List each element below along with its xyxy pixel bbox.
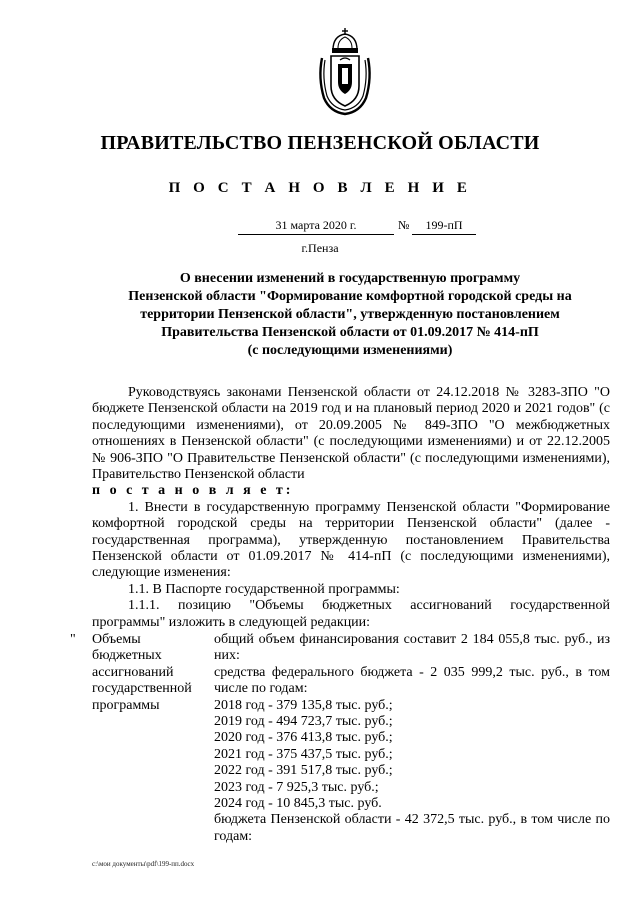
document-date: 31 марта 2020 г. bbox=[238, 218, 394, 235]
regional-budget: бюджета Пензенской области - 42 372,5 тыс. руб., в том числе по годам: bbox=[214, 812, 610, 844]
preamble-paragraph: Руководствуясь законами Пензенской области от 24.12.2018 № 3283-ЗПО "О бюджете Пензенской области на 2019 год и на плановый период 2020 и 2021 годов" (с последующими изменениями), от 20.09.2005 № 849-ЗПО "О межбюджетных отношениях в Пензенской области" (с последующими изменениями) и от 22.12.2005 № 906-ЗПО "О Правительстве Пензенской области" (с последующими изменениями), Правительство Пензенской области bbox=[92, 385, 610, 483]
year-line: 2022 год - 391 517,8 тыс. руб.; bbox=[214, 763, 393, 779]
year-line: 2019 год - 494 723,7 тыс. руб.; bbox=[214, 714, 393, 730]
label-line: ассигнований bbox=[92, 664, 174, 680]
year-line: 2020 год - 376 413,8 тыс. руб.; bbox=[214, 730, 393, 746]
table-label-column bbox=[92, 632, 210, 714]
body-text bbox=[92, 385, 610, 631]
label-line: Объемы bbox=[92, 632, 141, 647]
total-financing: общий объем финансирования составит 2 184 055,8 тыс. руб., из них: bbox=[214, 632, 610, 664]
table-value-column bbox=[214, 632, 610, 845]
year-line: 2021 год - 375 437,5 тыс. руб.; bbox=[214, 746, 393, 762]
federal-budget: средства федерального бюджета - 2 035 999,2 тыс. руб., в том числе по годам: bbox=[214, 664, 610, 697]
heading-line: (с последующими изменениями) bbox=[247, 343, 453, 358]
document-heading bbox=[60, 270, 640, 360]
label-line: программы bbox=[92, 697, 160, 713]
coat-of-arms-emblem bbox=[316, 28, 374, 116]
postanovlyaet-text: п о с т а н о в л я е т: bbox=[92, 483, 294, 499]
heading-line: О внесении изменений в государственную программу bbox=[179, 271, 521, 286]
heading-line: Пензенской области "Формирование комфортной городской среды на bbox=[128, 289, 572, 304]
heading-line: Правительства Пензенской области от 01.09.2017 № 414-пП bbox=[161, 325, 539, 340]
opening-quote: " bbox=[70, 632, 76, 647]
number-sign: № bbox=[398, 218, 410, 232]
city: г.Пенза bbox=[301, 241, 339, 255]
item-1-1-1-paragraph: 1.1.1. позицию "Объемы бюджетных ассигнований государственной программы" изложить в следующей редакции: bbox=[92, 598, 610, 630]
file-path-footer: c:\мои документы\pdf\199-пп.docx bbox=[92, 860, 195, 868]
year-line: 2024 год - 10 845,3 тыс. руб. bbox=[214, 796, 382, 812]
item-1-paragraph: 1. Внести в государственную программу Пензенской области "Формирование комфортной городской среды на территории Пензенской области" (далее - государственная программа), утвержденную постановлением Правительства Пензенской области от 01.09.2017 № 414-пП (с последующими изменениями), следующие изменения: bbox=[92, 499, 610, 581]
label-line: государственной bbox=[92, 681, 192, 697]
heading-line: территории Пензенской области", утвержденную постановлением bbox=[140, 307, 560, 322]
document-number: 199-пП bbox=[412, 218, 476, 235]
year-line: 2023 год - 7 925,3 тыс. руб.; bbox=[214, 779, 379, 795]
item-1-1-paragraph: 1.1. В Паспорте государственной программы: bbox=[128, 581, 400, 597]
document-type: П О С Т А Н О В Л Е Н И Е bbox=[168, 180, 472, 196]
label-line: бюджетных bbox=[92, 648, 162, 664]
year-line: 2018 год - 379 135,8 тыс. руб.; bbox=[214, 697, 393, 713]
government-title: ПРАВИТЕЛЬСТВО ПЕНЗЕНСКОЙ ОБЛАСТИ bbox=[100, 132, 540, 154]
